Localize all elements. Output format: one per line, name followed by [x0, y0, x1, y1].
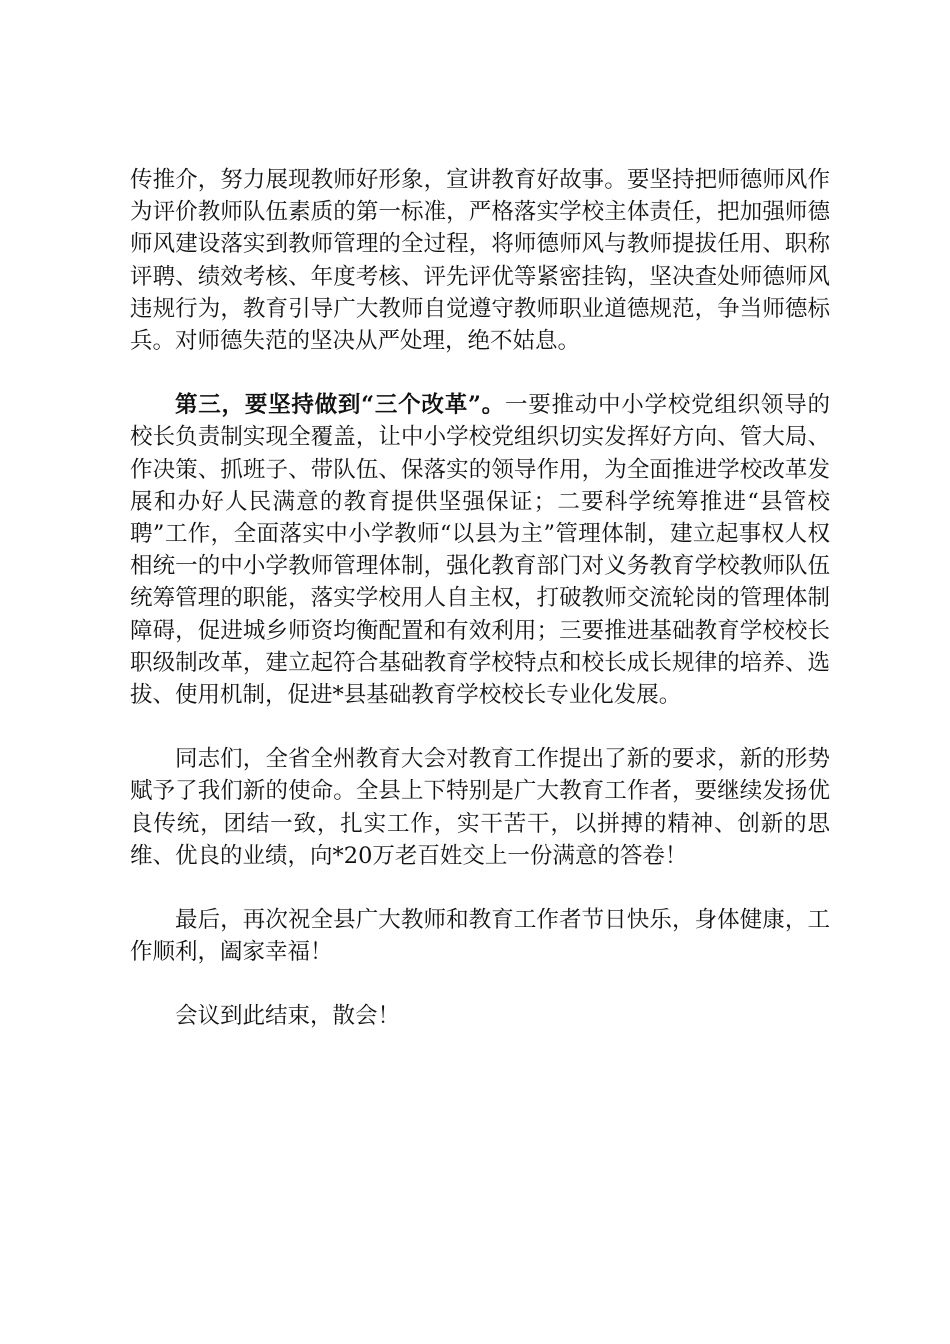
- paragraph-heading-three-reforms: 第三，要坚持做到“三个改革”。: [175, 392, 505, 419]
- document-page: [130, 164, 830, 1033]
- paragraph-body-three-reforms: 一要推动中小学校党组织领导的校长负责制实现全覆盖，让中小学校党组织切实发挥好方向、管大局、作决策、抓班子、带队伍、保落实的领导作用，为全面推进学校改革发展和办好人民满意的教育提供坚强保证；二要科学统筹推进“县管校聘”工作，全面落实中小学教师“以县为主”管理体制，建立起事权人权相统一的中小学教师管理体制，强化教育部门对义务教育学校教师队伍统筹管理的职能，落实学校用人自主权，打破教师交流轮岗的管理体制障碍，促进城乡师资均衡配置和有效利用；三要推进基础教育学校校长职级制改革，建立起符合基础教育学校特点和校长成长规律的培养、选拔、使用机制，促进*县基础教育学校校长专业化发展。: [130, 392, 830, 709]
- paragraph-closing: 会议到此结束，散会！: [175, 1003, 401, 1030]
- paragraph-greetings: 最后，再次祝全县广大教师和教育工作者节日快乐，身体健康，工作顺利，阖家幸福！: [130, 907, 830, 966]
- paragraph-teacher-ethics: 传推介，努力展现教师好形象，宣讲教育好故事。要坚持把师德师风作为评价教师队伍素质的第一标准，严格落实学校主体责任，把加强师德师风建设落实到教师管理的全过程，将师德师风与教师提拔任用、职称评聘、绩效考核、年度考核、评先评优等紧密挂钩，坚决查处师德师风违规行为，教育引导广大教师自觉遵守教师职业道德规范，争当师德标兵。对师德失范的坚决从严处理，绝不姑息。: [130, 167, 830, 355]
- paragraph-three-reforms: [130, 389, 830, 711]
- paragraph-comrades: 同志们，全省全州教育大会对教育工作提出了新的要求，新的形势赋予了我们新的使命。全县上下特别是广大教育工作者，要继续发扬优良传统，团结一致，扎实工作，实干苦干，以拼搏的精神、创新的思维、优良的业绩，向*20万老百姓交上一份满意的答卷！: [130, 746, 830, 869]
